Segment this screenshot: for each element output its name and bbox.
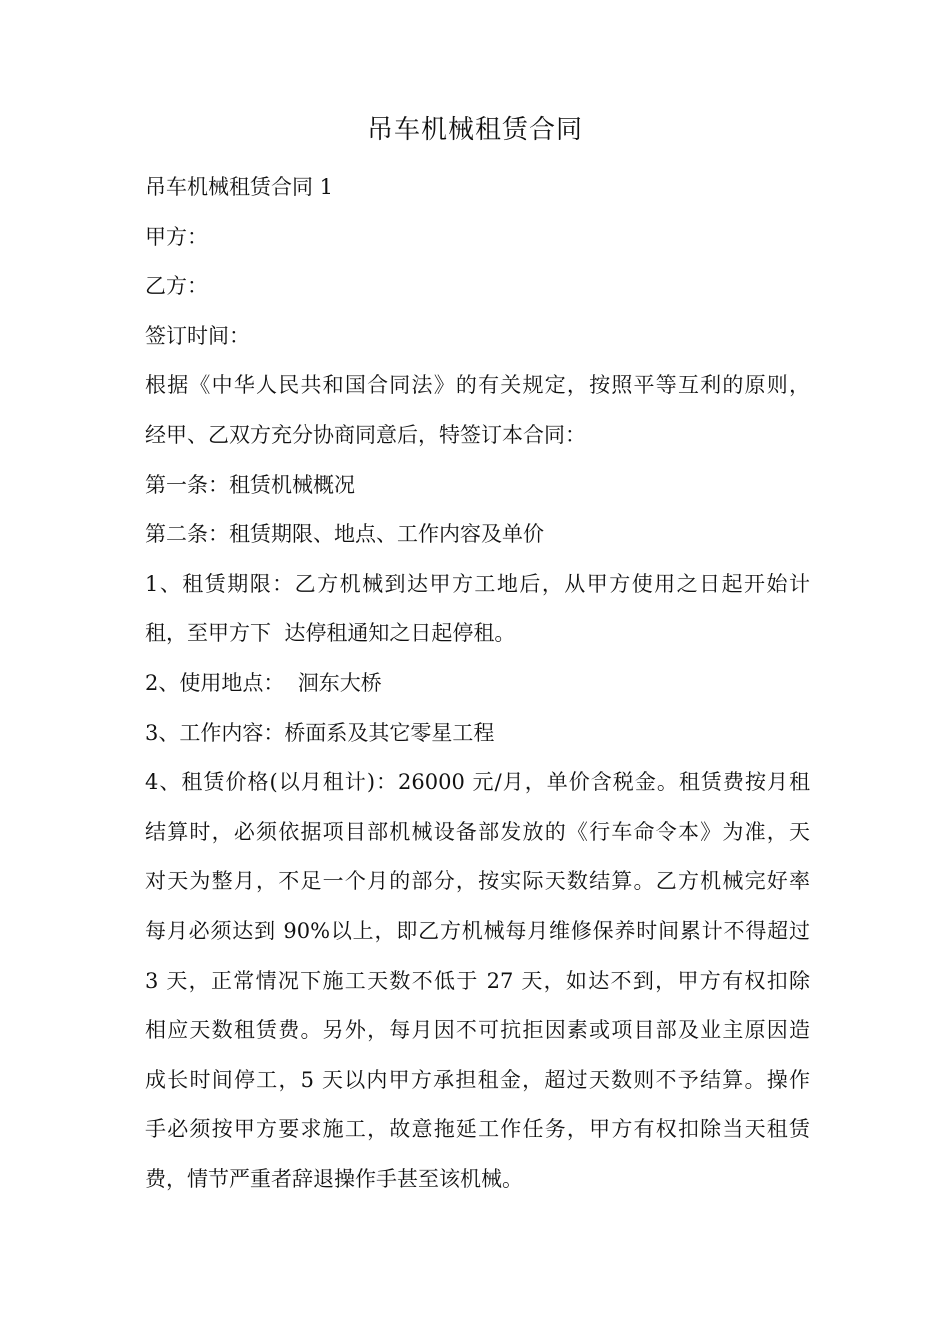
paragraph-line: 4、租赁价格(以月租计)：26000 元/月，单价含税金。租赁费按月租 [145,770,810,795]
paragraph-line: 结算时，必须依据项目部机械设备部发放的《行车命令本》为准，天 [145,819,810,844]
paragraph-line: 每月必须达到 90%以上，即乙方机械每月维修保养时间累计不得超过 [145,918,810,943]
signing-date-line: 签订时间： [145,323,250,348]
paragraph-line: 3 天，正常情况下施工天数不低于 27 天，如达不到，甲方有权扣除 [145,968,810,993]
paragraph-line: 3、工作内容：桥面系及其它零星工程 [145,720,495,745]
party-b-line: 乙方： [145,274,208,299]
party-a-line: 甲方： [145,224,208,249]
paragraph-line: 根据《中华人民共和国合同法》的有关规定，按照平等互利的原则， [145,373,810,398]
article-heading: 第二条：租赁期限、地点、工作内容及单价 [145,522,544,547]
paragraph-line: 手必须按甲方要求施工，故意拖延工作任务，甲方有权扣除当天租赁 [145,1117,810,1142]
document-title: 吊车机械租赁合同 [366,115,583,145]
subtitle-line: 吊车机械租赁合同 1 [145,175,334,199]
paragraph-line: 对天为整月，不足一个月的部分，按实际天数结算。乙方机械完好率 [145,869,810,894]
paragraph-line: 相应天数租赁费。另外，每月因不可抗拒因素或项目部及业主原因造 [145,1018,810,1043]
paragraph-line: 成长时间停工，5 天以内甲方承担租金，超过天数则不予结算。操作 [145,1067,810,1092]
paragraph-line: 经甲、乙双方充分协商同意后，特签订本合同： [145,422,586,447]
article-heading: 第一条：租赁机械概况 [145,472,355,497]
paragraph-line: 2、使用地点： 洄东大桥 [145,670,382,695]
paragraph-line: 1、租赁期限：乙方机械到达甲方工地后，从甲方使用之日起开始计 [145,571,810,596]
document-body [145,163,810,1204]
paragraph-line: 费，情节严重者辞退操作手甚至该机械。 [145,1166,523,1191]
paragraph-line: 租，至甲方下 达停租通知之日起停租。 [145,621,516,646]
